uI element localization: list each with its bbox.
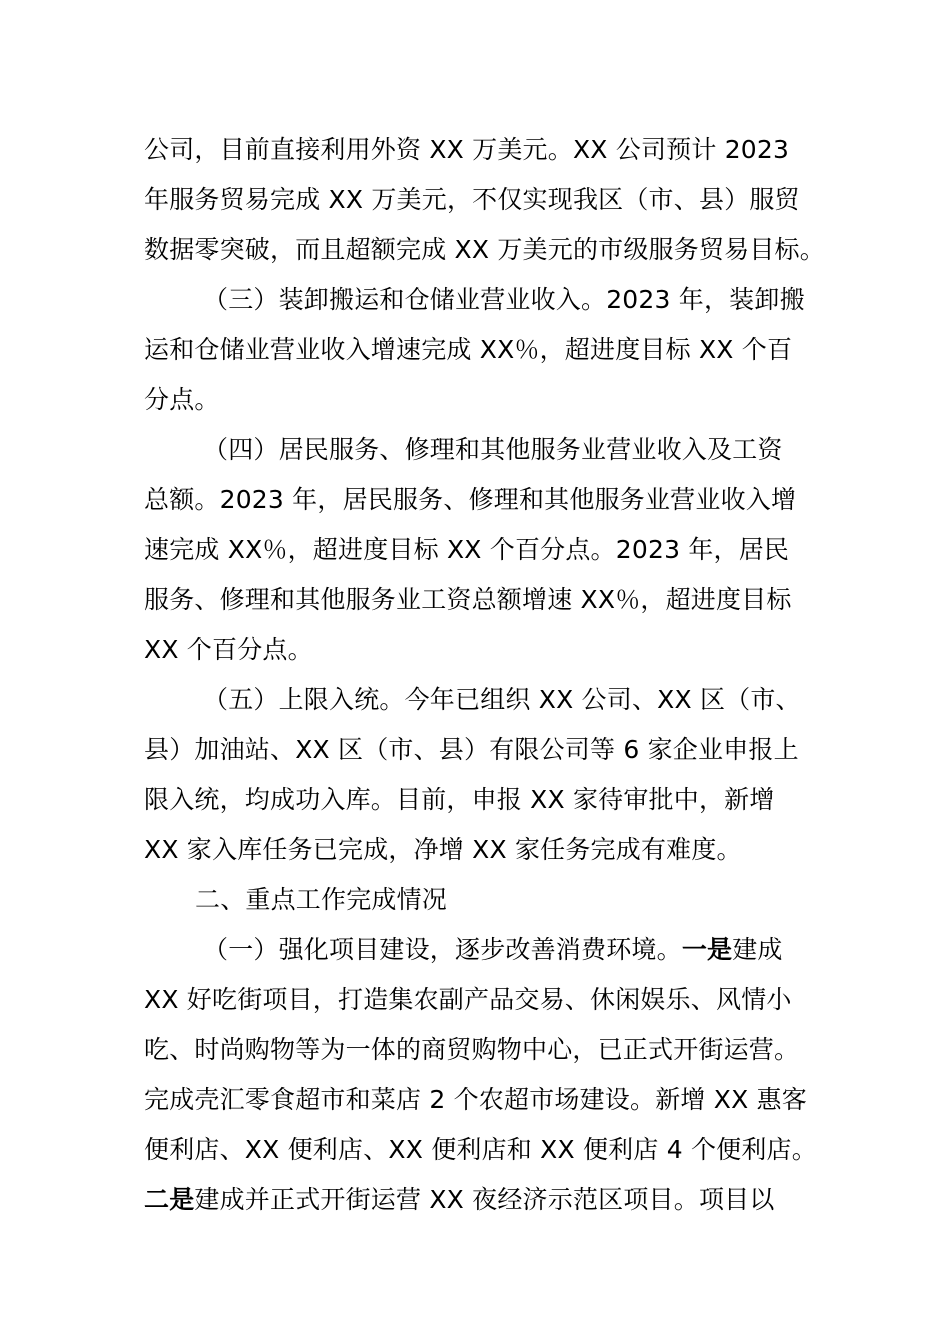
paragraph-line: 分点。: [144, 385, 220, 414]
paragraph-line: 年服务贸易完成 XX 万美元，不仅实现我区（市、县）服贸: [144, 185, 800, 214]
paragraph-line: XX 个百分点。: [144, 635, 313, 664]
paragraph-line: 服务、修理和其他服务业工资总额增速 XX％，超进度目标: [144, 585, 792, 614]
section-heading-4: （四）居民服务、修理和其他服务业营业收入及工资: [203, 435, 783, 464]
paragraph-line: 总额。2023 年，居民服务、修理和其他服务业营业收入增: [144, 485, 797, 514]
paragraph-line-last: [144, 1182, 775, 1218]
bold-marker-second: 二是: [144, 1185, 195, 1214]
heading-text: （一）强化项目建设，逐步改善消费环境。: [203, 935, 682, 964]
paragraph-line: 便利店、XX 便利店、XX 便利店和 XX 便利店 4 个便利店。: [144, 1135, 817, 1164]
section-heading-3: （三）装卸搬运和仓储业营业收入。2023 年，装卸搬: [203, 285, 805, 314]
paragraph-line: 速完成 XX％，超进度目标 XX 个百分点。2023 年，居民: [144, 535, 790, 564]
paragraph-line: XX 好吃街项目，打造集农副产品交易、休闲娱乐、风情小: [144, 985, 792, 1014]
paragraph-line: XX 家入库任务已完成，净增 XX 家任务完成有难度。: [144, 835, 742, 864]
section-title: 二、重点工作完成情况: [195, 885, 448, 914]
paragraph-line: 公司，目前直接利用外资 XX 万美元。XX 公司预计 2023: [144, 135, 790, 164]
line-tail: 建成并正式开街运营 XX 夜经济示范区项目。项目以: [194, 1185, 775, 1214]
bold-marker-first: 一是: [681, 935, 733, 964]
paragraph-line: 吃、时尚购物等为一体的商贸购物中心，已正式开街运营。: [144, 1035, 800, 1064]
paragraph-line: 数据零突破，而且超额完成 XX 万美元的市级服务贸易目标。: [144, 235, 825, 264]
paragraph-line: 限入统，均成功入库。目前，申报 XX 家待审批中，新增: [144, 785, 775, 814]
heading-tail: 建成: [732, 935, 783, 964]
section-heading-5: （五）上限入统。今年已组织 XX 公司、XX 区（市、: [203, 685, 801, 714]
paragraph-line: 完成壳汇零食超市和菜店 2 个农超市场建设。新增 XX 惠客: [144, 1085, 807, 1114]
paragraph-line: 县）加油站、XX 区（市、县）有限公司等 6 家企业申报上: [144, 735, 799, 764]
subsection-heading-1: [203, 932, 783, 968]
paragraph-line: 运和仓储业营业收入增速完成 XX％，超进度目标 XX 个百: [144, 335, 793, 364]
